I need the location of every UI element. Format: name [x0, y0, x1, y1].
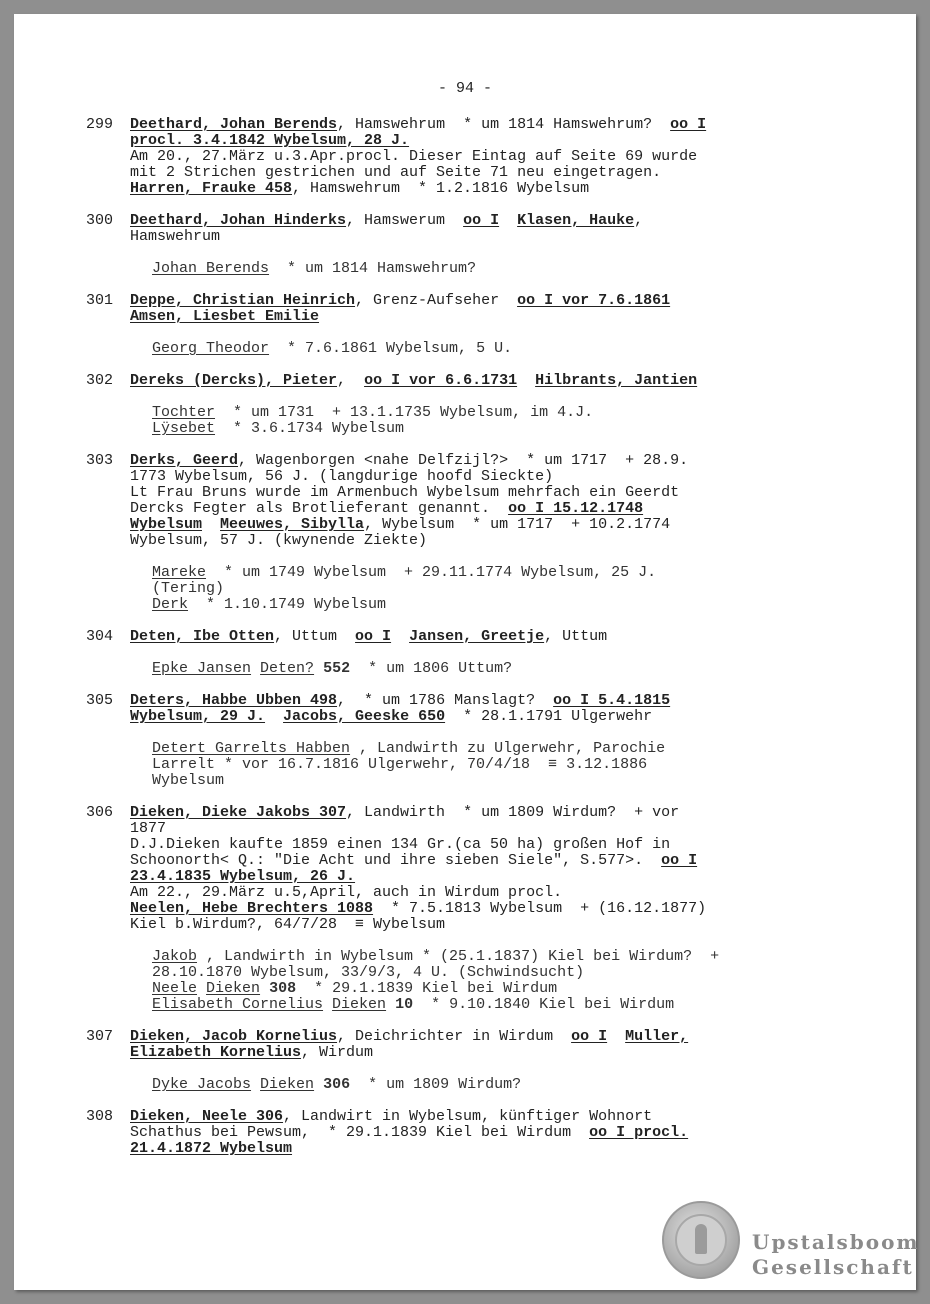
text-segment: 10: [395, 996, 414, 1013]
person-name: oo I 5.4.1815: [553, 692, 671, 709]
text-line: [130, 181, 846, 197]
person-name: Detert Garrelts Habben: [152, 740, 351, 757]
text-segment: Wybelsum: [152, 772, 225, 789]
text-line: [130, 1045, 846, 1061]
person-name: Tochter: [152, 404, 216, 421]
text-segment: , Wybelsum * um 1717 + 10.2.1774: [364, 516, 671, 533]
document-page: [14, 14, 920, 1290]
text-line: [130, 373, 846, 389]
genealogy-entries: [86, 117, 846, 1173]
text-line: [152, 1077, 846, 1093]
text-line: [130, 517, 846, 533]
person-name: 21.4.1872 Wybelsum: [130, 1140, 293, 1157]
person-name: Dieken, Dieke Jakobs 307: [130, 804, 347, 821]
text-segment: , Hamswehrum * um 1814 Hamswehrum?: [337, 116, 671, 133]
person-name: Georg Theodor: [152, 340, 270, 357]
text-segment: * 7.6.1861 Wybelsum, 5 U.: [269, 340, 513, 357]
text-line: [152, 421, 846, 437]
text-line: [130, 533, 846, 549]
children-list: [130, 565, 846, 613]
text-segment: [314, 1076, 323, 1093]
text-segment: * 7.5.1813 Wybelsum + (16.12.1877): [373, 900, 707, 917]
text-segment: 552: [323, 660, 351, 677]
text-segment: ,: [337, 372, 365, 389]
children-list: [130, 949, 846, 1013]
person-name: Wybelsum, 29 J.: [130, 708, 266, 725]
person-name: Elisabeth Cornelius: [152, 996, 324, 1013]
text-line: [130, 1141, 846, 1157]
person-name: Dieken, Jacob Kornelius: [130, 1028, 338, 1045]
text-segment: 1877: [130, 820, 167, 837]
entry-text: [130, 117, 846, 197]
text-segment: , Landwirt in Wybelsum, künftiger Wohnort: [283, 1108, 653, 1125]
entry-text: [130, 373, 846, 389]
children-list: [130, 405, 846, 437]
logo-text-line2: Gesellschaft: [752, 1255, 914, 1279]
person-name: oo I procl.: [589, 1124, 689, 1141]
seal-emblem: [675, 1214, 727, 1266]
text-segment: 28.10.1870 Wybelsum, 33/9/3, 4 U. (Schwindsucht): [152, 964, 585, 981]
entry-number: 307: [86, 1028, 114, 1045]
entry-number: 305: [86, 692, 114, 709]
entry-number: 301: [86, 292, 114, 309]
text-line: [152, 741, 846, 757]
person-name: oo I: [661, 852, 698, 869]
person-name: procl. 3.4.1842 Wybelsum, 28 J.: [130, 132, 410, 149]
text-segment: [251, 660, 260, 677]
text-line: [130, 309, 846, 325]
text-segment: ,: [634, 212, 644, 229]
entry-number: 308: [86, 1108, 114, 1125]
person-name: Derk: [152, 596, 189, 613]
person-name: Lÿsebet: [152, 420, 216, 437]
text-segment: , Wirdum: [301, 1044, 374, 1061]
entry-307: [86, 1029, 846, 1093]
text-line: [130, 869, 846, 885]
tree-icon: [695, 1224, 707, 1254]
text-line: [130, 469, 846, 485]
person-name: Wybelsum: [130, 516, 203, 533]
text-line: [130, 805, 846, 821]
text-segment: , Landwirth * um 1809 Wirdum? + vor: [346, 804, 680, 821]
text-segment: Lt Frau Bruns wurde im Armenbuch Wybelsum mehrfach ein Geerdt: [130, 484, 680, 501]
text-segment: 308: [269, 980, 297, 997]
person-name: Dereks (Dercks), Pieter: [130, 372, 338, 389]
text-segment: * 1.10.1749 Wybelsum: [188, 596, 387, 613]
text-segment: [265, 708, 283, 725]
text-segment: [251, 1076, 260, 1093]
text-segment: * 29.1.1839 Kiel bei Wirdum: [296, 980, 558, 997]
entry-301: [86, 293, 846, 357]
person-name: Jansen, Greetje: [409, 628, 545, 645]
entry-305: [86, 693, 846, 789]
society-seal-logo: [662, 1201, 740, 1279]
entry-text: [130, 293, 846, 325]
text-line: [152, 949, 846, 965]
entry-308: [86, 1109, 846, 1157]
text-line: [130, 837, 846, 853]
text-line: [130, 165, 846, 181]
text-line: [152, 597, 846, 613]
text-segment: , Grenz-Aufseher: [355, 292, 518, 309]
text-line: [130, 901, 846, 917]
person-name: Johan Berends: [152, 260, 270, 277]
text-segment: [391, 628, 409, 645]
person-name: oo I: [463, 212, 500, 229]
text-line: [152, 405, 846, 421]
text-segment: , Uttum: [274, 628, 356, 645]
text-segment: [260, 980, 269, 997]
person-name: Deethard, Johan Hinderks: [130, 212, 347, 229]
person-name: Dieken: [206, 980, 261, 997]
text-segment: mit 2 Strichen gestrichen und auf Seite 71 neu eingetragen.: [130, 164, 662, 181]
person-name: Dieken: [332, 996, 387, 1013]
person-name: 23.4.1835 Wybelsum, 26 J.: [130, 868, 356, 885]
person-name: Jacobs, Geeske 650: [283, 708, 446, 725]
text-segment: * um 1806 Uttum?: [350, 660, 513, 677]
entry-303: [86, 453, 846, 613]
text-segment: , Landwirth in Wybelsum * (25.1.1837) Kiel bei Wirdum? +: [197, 948, 720, 965]
text-line: [130, 229, 846, 245]
entry-299: [86, 117, 846, 197]
text-segment: 1773 Wybelsum, 56 J. (langdurige hoofd Sieckte): [130, 468, 554, 485]
text-segment: Am 22., 29.März u.5,April, auch in Wirdum procl.: [130, 884, 563, 901]
text-segment: [517, 372, 535, 389]
text-line: [130, 629, 846, 645]
text-segment: Am 20., 27.März u.3.Apr.procl. Dieser Eintag auf Seite 69 wurde: [130, 148, 698, 165]
text-line: [152, 981, 846, 997]
text-segment: [202, 516, 220, 533]
entry-text: [130, 629, 846, 645]
text-segment: (Tering): [152, 580, 225, 597]
entry-number: 306: [86, 804, 114, 821]
entry-304: [86, 629, 846, 677]
text-segment: [197, 980, 206, 997]
person-name: Hilbrants, Jantien: [535, 372, 698, 389]
text-segment: [499, 212, 517, 229]
person-name: Muller,: [625, 1028, 689, 1045]
text-line: [130, 917, 846, 933]
person-name: Mareke: [152, 564, 207, 581]
entry-number: 300: [86, 212, 114, 229]
text-segment: Dercks Fegter als Brotlieferant genannt.: [130, 500, 509, 517]
text-segment: * 9.10.1840 Kiel bei Wirdum: [413, 996, 675, 1013]
person-name: oo I vor 7.6.1861: [517, 292, 671, 309]
person-name: oo I: [670, 116, 707, 133]
text-line: [130, 821, 846, 837]
text-segment: [386, 996, 395, 1013]
person-name: Meeuwes, Sibylla: [220, 516, 365, 533]
text-segment: Hamswehrum: [130, 228, 221, 245]
text-segment: , * um 1786 Manslagt?: [337, 692, 554, 709]
text-segment: , Uttum: [544, 628, 608, 645]
text-line: [130, 485, 846, 501]
entry-text: [130, 805, 846, 933]
entry-number: 304: [86, 628, 114, 645]
text-segment: Larrelt * vor 16.7.1816 Ulgerwehr, 70/4/18 ≡ 3.12.1886: [152, 756, 648, 773]
text-line: [130, 133, 846, 149]
children-list: [130, 661, 846, 677]
page-number: - 94 -: [437, 80, 492, 97]
entry-text: [130, 453, 846, 549]
person-name: Deppe, Christian Heinrich: [130, 292, 356, 309]
text-segment: , Hamswehrum * 1.2.1816 Wybelsum: [292, 180, 590, 197]
text-segment: [607, 1028, 625, 1045]
person-name: oo I vor 6.6.1731: [364, 372, 518, 389]
text-line: [130, 501, 846, 517]
children-list: [130, 741, 846, 789]
text-segment: [314, 660, 323, 677]
logo-text-line1: Upstalsboom: [752, 1230, 920, 1254]
text-segment: * um 1809 Wirdum?: [350, 1076, 522, 1093]
children-list: [130, 341, 846, 357]
text-line: [130, 1109, 846, 1125]
person-name: Deten?: [260, 660, 315, 677]
entry-number: 299: [86, 116, 114, 133]
text-line: [152, 341, 846, 357]
text-line: [152, 757, 846, 773]
person-name: Deten, Ibe Otten: [130, 628, 275, 645]
person-name: Deters, Habbe Ubben 498: [130, 692, 338, 709]
entry-number: 302: [86, 372, 114, 389]
person-name: Elizabeth Kornelius: [130, 1044, 302, 1061]
person-name: Harren, Frauke 458: [130, 180, 293, 197]
person-name: Dyke Jacobs: [152, 1076, 252, 1093]
text-segment: , Landwirth zu Ulgerwehr, Parochie: [350, 740, 666, 757]
person-name: oo I: [355, 628, 392, 645]
text-segment: , Wagenborgen <nahe Delfzijl?> * um 1717 + 28.9.: [238, 452, 689, 469]
text-line: [130, 453, 846, 469]
text-segment: * um 1814 Hamswehrum?: [269, 260, 477, 277]
text-line: [130, 709, 846, 725]
person-name: Dieken: [260, 1076, 315, 1093]
text-segment: , Hamswerum: [346, 212, 464, 229]
text-line: [130, 149, 846, 165]
person-name: Neelen, Hebe Brechters 1088: [130, 900, 374, 917]
text-segment: * 28.1.1791 Ulgerwehr: [445, 708, 653, 725]
person-name: Amsen, Liesbet Emilie: [130, 308, 320, 325]
text-segment: Schathus bei Pewsum, * 29.1.1839 Kiel bei Wirdum: [130, 1124, 590, 1141]
text-line: [152, 997, 846, 1013]
text-line: [152, 261, 846, 277]
text-segment: 306: [323, 1076, 351, 1093]
children-list: [130, 261, 846, 277]
text-line: [130, 853, 846, 869]
text-segment: D.J.Dieken kaufte 1859 einen 134 Gr.(ca 50 ha) großen Hof in: [130, 836, 671, 853]
text-segment: , Deichrichter in Wirdum: [337, 1028, 572, 1045]
person-name: Epke Jansen: [152, 660, 252, 677]
text-segment: Kiel b.Wirdum?, 64/7/28 ≡ Wybelsum: [130, 916, 446, 933]
person-name: Neele: [152, 980, 198, 997]
entry-302: [86, 373, 846, 437]
entry-text: [130, 1109, 846, 1157]
text-line: [152, 773, 846, 789]
text-segment: [323, 996, 332, 1013]
person-name: Deethard, Johan Berends: [130, 116, 338, 133]
person-name: Dieken, Neele 306: [130, 1108, 284, 1125]
text-line: [130, 1125, 846, 1141]
text-segment: * 3.6.1734 Wybelsum: [215, 420, 405, 437]
text-line: [152, 581, 846, 597]
person-name: Klasen, Hauke: [517, 212, 635, 229]
entry-300: [86, 213, 846, 277]
text-line: [130, 1029, 846, 1045]
text-segment: * um 1731 + 13.1.1735 Wybelsum, im 4.J.: [215, 404, 594, 421]
text-line: [130, 117, 846, 133]
person-name: oo I: [571, 1028, 608, 1045]
entry-text: [130, 693, 846, 725]
text-line: [130, 693, 846, 709]
text-line: [130, 885, 846, 901]
text-line: [152, 565, 846, 581]
person-name: oo I 15.12.1748: [508, 500, 644, 517]
text-segment: Wybelsum, 57 J. (kwynende Ziekte): [130, 532, 428, 549]
entry-306: [86, 805, 846, 1013]
text-segment: * um 1749 Wybelsum + 29.11.1774 Wybelsum, 25 J.: [206, 564, 657, 581]
text-line: [130, 293, 846, 309]
text-line: [130, 213, 846, 229]
text-segment: Schoonorth< Q.: "Die Acht und ihre sieben Siele", S.577>.: [130, 852, 662, 869]
entry-text: [130, 1029, 846, 1061]
person-name: Jakob: [152, 948, 198, 965]
text-line: [152, 661, 846, 677]
entry-number: 303: [86, 452, 114, 469]
text-line: [152, 965, 846, 981]
entry-text: [130, 213, 846, 245]
children-list: [130, 1077, 846, 1093]
person-name: Derks, Geerd: [130, 452, 239, 469]
